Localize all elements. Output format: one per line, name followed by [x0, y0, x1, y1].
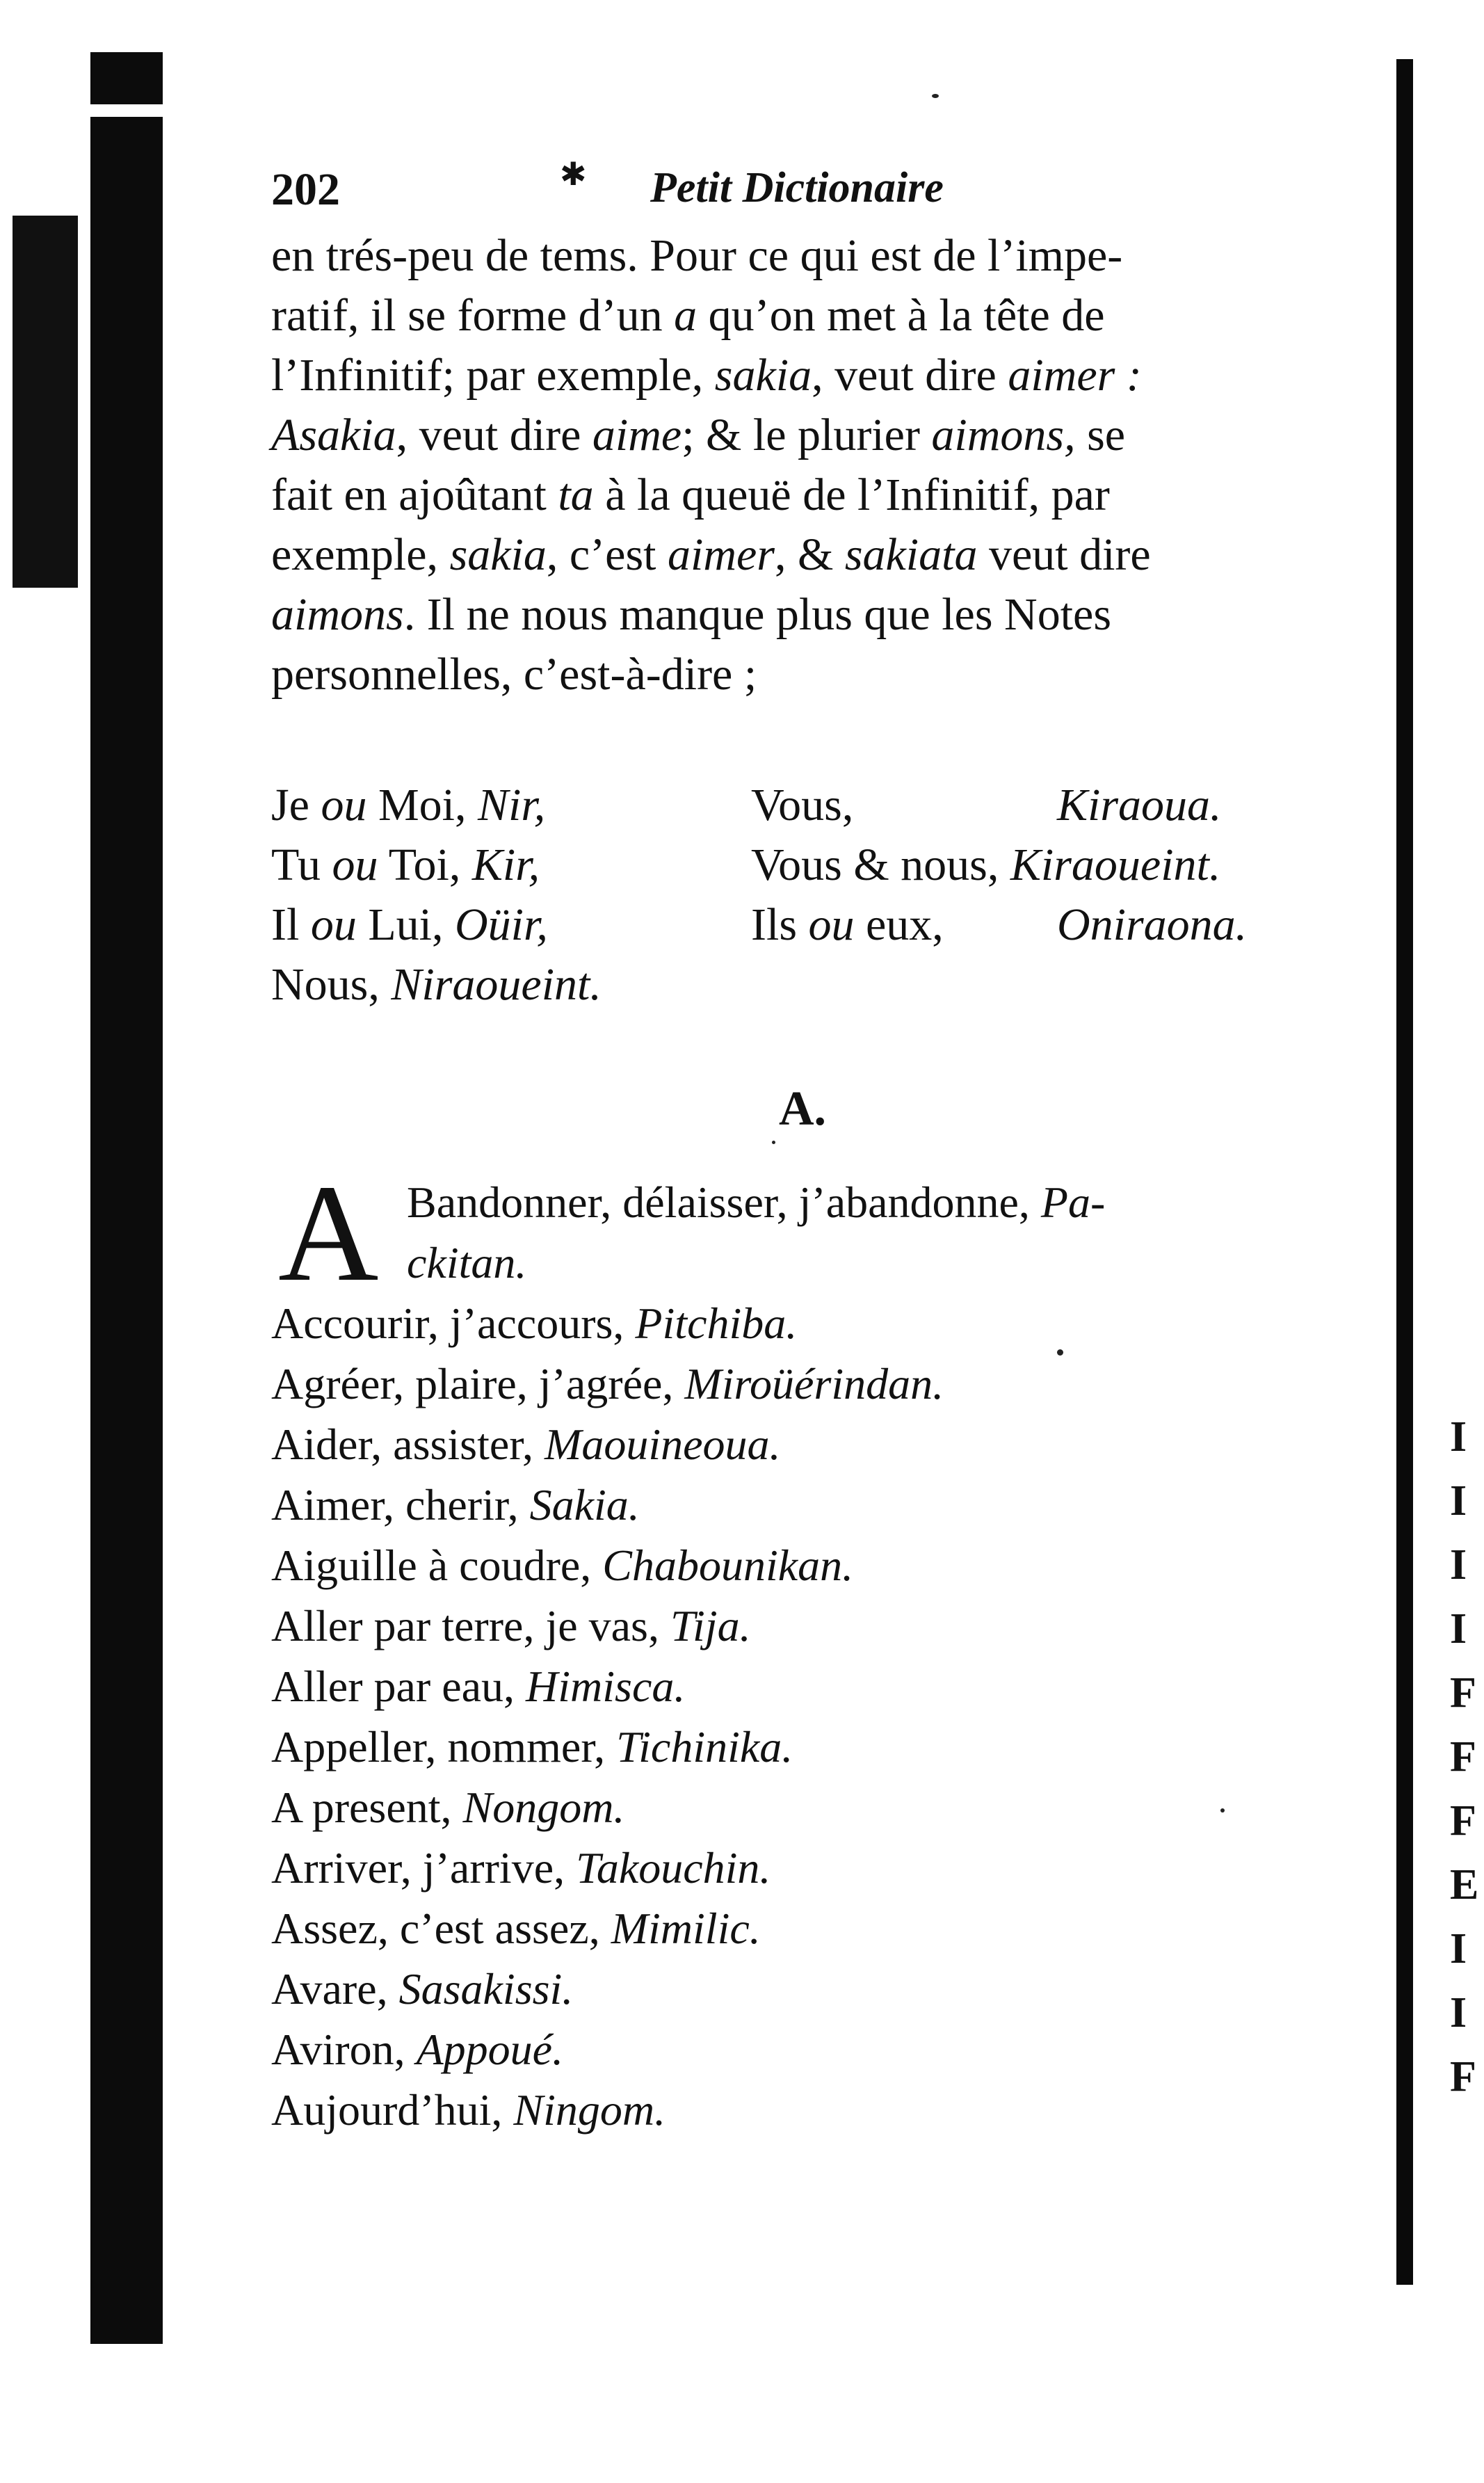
- text-run: Aimer, cherir,: [271, 1480, 530, 1529]
- italic-term: Kiraoua.: [1057, 780, 1222, 830]
- text-run: Bandonner, délaisser, j’abandonne,: [407, 1178, 1041, 1227]
- italic-term: Maouineoua.: [545, 1420, 781, 1469]
- text-run: qu’on met à la tête de: [697, 290, 1105, 341]
- text-run: ratif, il se forme d’un: [271, 290, 675, 341]
- italic-term: Appoué.: [416, 2025, 564, 2074]
- pronoun-row: [271, 776, 1384, 835]
- adjacent-page-letter: F: [1450, 1797, 1476, 1845]
- dictionary-entry: [271, 1293, 1384, 1353]
- entry-first: [271, 1157, 1384, 1310]
- text-run: Arriver, j’arrive,: [271, 1843, 576, 1893]
- italic-term: aimer: [667, 529, 775, 580]
- ornament-icon: ✱: [560, 156, 587, 192]
- running-title: Petit Dictionaire: [650, 164, 944, 211]
- dictionary-entry: [271, 1353, 1384, 1414]
- pronoun-cell: [271, 955, 602, 1015]
- scan-edge-block: [13, 216, 78, 588]
- pronoun-cell: [751, 835, 1220, 895]
- text-run: A present,: [271, 1783, 463, 1832]
- dictionary-entry: [271, 1777, 1384, 1838]
- dictionary-entry: [271, 1414, 1384, 1474]
- entry-first-line1: [407, 1172, 1105, 1232]
- italic-term: Asakia: [271, 410, 396, 460]
- intro-line: [271, 226, 1335, 286]
- dictionary-entry: [271, 2080, 1384, 2140]
- italic-term: a: [674, 290, 697, 341]
- text-run: , c’est: [546, 529, 668, 580]
- text-run: Vous,: [751, 780, 854, 830]
- text-run: Je: [271, 780, 321, 830]
- entry-first-line2: [407, 1232, 526, 1293]
- text-run: Tu: [271, 839, 332, 890]
- italic-term: Kiraoueint.: [1010, 839, 1221, 890]
- italic-term: Ningom.: [513, 2085, 666, 2135]
- italic-term: ou: [310, 899, 357, 950]
- adjacent-page-letter: F: [1450, 1669, 1476, 1717]
- entry-list: [271, 1293, 1384, 2140]
- italic-term: Oniraona.: [1057, 899, 1248, 950]
- dictionary-entry: [271, 1535, 1384, 1596]
- text-run: Agréer, plaire, j’agrée,: [271, 1359, 685, 1408]
- pronoun-cell: [751, 776, 853, 835]
- intro-line: [271, 405, 1335, 465]
- intro-line: [271, 465, 1335, 525]
- adjacent-page-letter: E: [1450, 1861, 1479, 1909]
- italic-term: sakia: [714, 350, 812, 401]
- text-run: Moi,: [366, 780, 478, 830]
- italic-term: Sasakissi.: [398, 1964, 574, 2014]
- text-run: Avare,: [271, 1964, 399, 2014]
- pronoun-table: [271, 776, 1384, 1015]
- dictionary-entry: [271, 1656, 1384, 1717]
- intro-line: [271, 525, 1335, 585]
- text-run: Assez, c’est assez,: [271, 1904, 611, 1953]
- italic-term: Pitchiba.: [635, 1299, 798, 1348]
- speck: [932, 94, 939, 98]
- intro-line: [271, 346, 1335, 405]
- text-run: eux,: [854, 899, 944, 950]
- page-number: 202: [271, 164, 340, 215]
- text-run: fait en ajoûtant: [271, 469, 558, 520]
- italic-term: Niraoueint.: [391, 959, 602, 1010]
- italic-term: aime: [592, 410, 682, 460]
- pronoun-row: [271, 835, 1384, 895]
- italic-term: ckitan.: [407, 1238, 527, 1287]
- pronoun-row: [271, 895, 1384, 955]
- text-run: Il: [271, 899, 311, 950]
- dictionary-entry: [271, 1959, 1384, 2019]
- pronoun-cell: [1057, 895, 1247, 955]
- text-run: en trés-peu de tems. Pour ce qui est de l’impe-: [271, 230, 1123, 281]
- text-run: , &: [774, 529, 845, 580]
- text-run: Toi,: [378, 839, 472, 890]
- intro-line: [271, 645, 1335, 705]
- binding-shadow-left: [90, 108, 163, 2344]
- adjacent-page-letter: I: [1450, 1605, 1467, 1653]
- dictionary-entry: [271, 1717, 1384, 1777]
- dictionary-entry: [271, 1898, 1384, 1959]
- pronoun-cell: [271, 776, 545, 835]
- italic-term: Oüir,: [454, 899, 548, 950]
- dictionary-entry: [271, 2019, 1384, 2080]
- italic-term: Kir,: [471, 839, 540, 890]
- page-gutter-right: [1396, 59, 1413, 2285]
- adjacent-page-letter: I: [1450, 1477, 1467, 1525]
- text-run: Aviron,: [271, 2025, 417, 2074]
- text-run: Nous,: [271, 959, 392, 1010]
- pronoun-cell: [751, 895, 944, 955]
- text-run: exemple,: [271, 529, 450, 580]
- text-run: Aller par eau,: [271, 1662, 526, 1711]
- adjacent-page-letter: I: [1450, 1541, 1467, 1589]
- italic-term: ou: [808, 899, 855, 950]
- speck: [772, 1141, 775, 1144]
- text-run: , veut dire: [812, 350, 1008, 401]
- italic-term: Mimilic.: [611, 1904, 761, 1953]
- pronoun-row: [271, 955, 1384, 1015]
- italic-term: Miroüérindan.: [684, 1359, 944, 1408]
- text-run: Lui,: [356, 899, 455, 950]
- italic-term: Tichinika.: [616, 1722, 793, 1771]
- italic-term: Sakia.: [529, 1480, 640, 1529]
- section-letter: A.: [779, 1082, 827, 1136]
- italic-term: Nongom.: [462, 1783, 625, 1832]
- italic-term: sakiata: [844, 529, 978, 580]
- text-run: Ils: [751, 899, 809, 950]
- text-run: Accourir, j’accours,: [271, 1299, 636, 1348]
- binding-gap: [90, 104, 167, 117]
- adjacent-page-edge: [1450, 1405, 1484, 2109]
- adjacent-page-letter: F: [1450, 1733, 1476, 1781]
- pronoun-cell: [271, 895, 548, 955]
- binding-shadow-top: [90, 52, 163, 108]
- text-run: personnelles, c’est-à-dire ;: [271, 649, 757, 700]
- italic-term: ta: [558, 469, 594, 520]
- text-run: à la queuë de l’Infinitif, par: [593, 469, 1110, 520]
- text-run: l’Infinitif; par exemple,: [271, 350, 715, 401]
- text-run: Appeller, nommer,: [271, 1722, 617, 1771]
- adjacent-page-letter: F: [1450, 2053, 1476, 2100]
- italic-term: aimons: [271, 589, 404, 640]
- italic-term: Tija.: [670, 1601, 751, 1650]
- text-run: ; & le plurier: [681, 410, 932, 460]
- italic-term: Himisca.: [526, 1662, 686, 1711]
- italic-term: Takouchin.: [576, 1843, 771, 1893]
- italic-term: Chabounikan.: [602, 1541, 854, 1590]
- italic-term: aimer :: [1008, 350, 1142, 401]
- text-run: Aider, assister,: [271, 1420, 545, 1469]
- drop-cap: A: [278, 1157, 379, 1310]
- intro-line: [271, 286, 1335, 346]
- dictionary-entry: [271, 1596, 1384, 1656]
- italic-term: aimons,: [931, 410, 1076, 460]
- dictionary-entry: [271, 1838, 1384, 1898]
- intro-paragraph: [271, 226, 1335, 705]
- dictionary-entry: [271, 1474, 1384, 1535]
- text-run: Vous & nous,: [751, 839, 1010, 890]
- text-run: Aller par terre, je vas,: [271, 1601, 670, 1650]
- italic-term: Nir,: [478, 780, 546, 830]
- adjacent-page-letter: I: [1450, 1989, 1467, 2036]
- adjacent-page-letter: I: [1450, 1413, 1467, 1461]
- running-head: [271, 156, 1384, 219]
- italic-term: Pa-: [1040, 1178, 1106, 1227]
- italic-term: sakia: [449, 529, 547, 580]
- text-run: veut dire: [977, 529, 1151, 580]
- adjacent-page-letter: I: [1450, 1925, 1467, 1972]
- text-run: Aujourd’hui,: [271, 2085, 514, 2135]
- italic-term: ou: [321, 780, 367, 830]
- text-run: . Il ne nous manque plus que les Notes: [403, 589, 1112, 640]
- dictionary-entries: [271, 1157, 1384, 2140]
- pronoun-cell: [271, 835, 540, 895]
- italic-term: ou: [332, 839, 378, 890]
- pronoun-cell: [1057, 776, 1222, 835]
- text-run: Aiguille à coudre,: [271, 1541, 603, 1590]
- intro-line: [271, 585, 1335, 645]
- text-run: , veut dire: [396, 410, 592, 460]
- text-run: se: [1075, 410, 1126, 460]
